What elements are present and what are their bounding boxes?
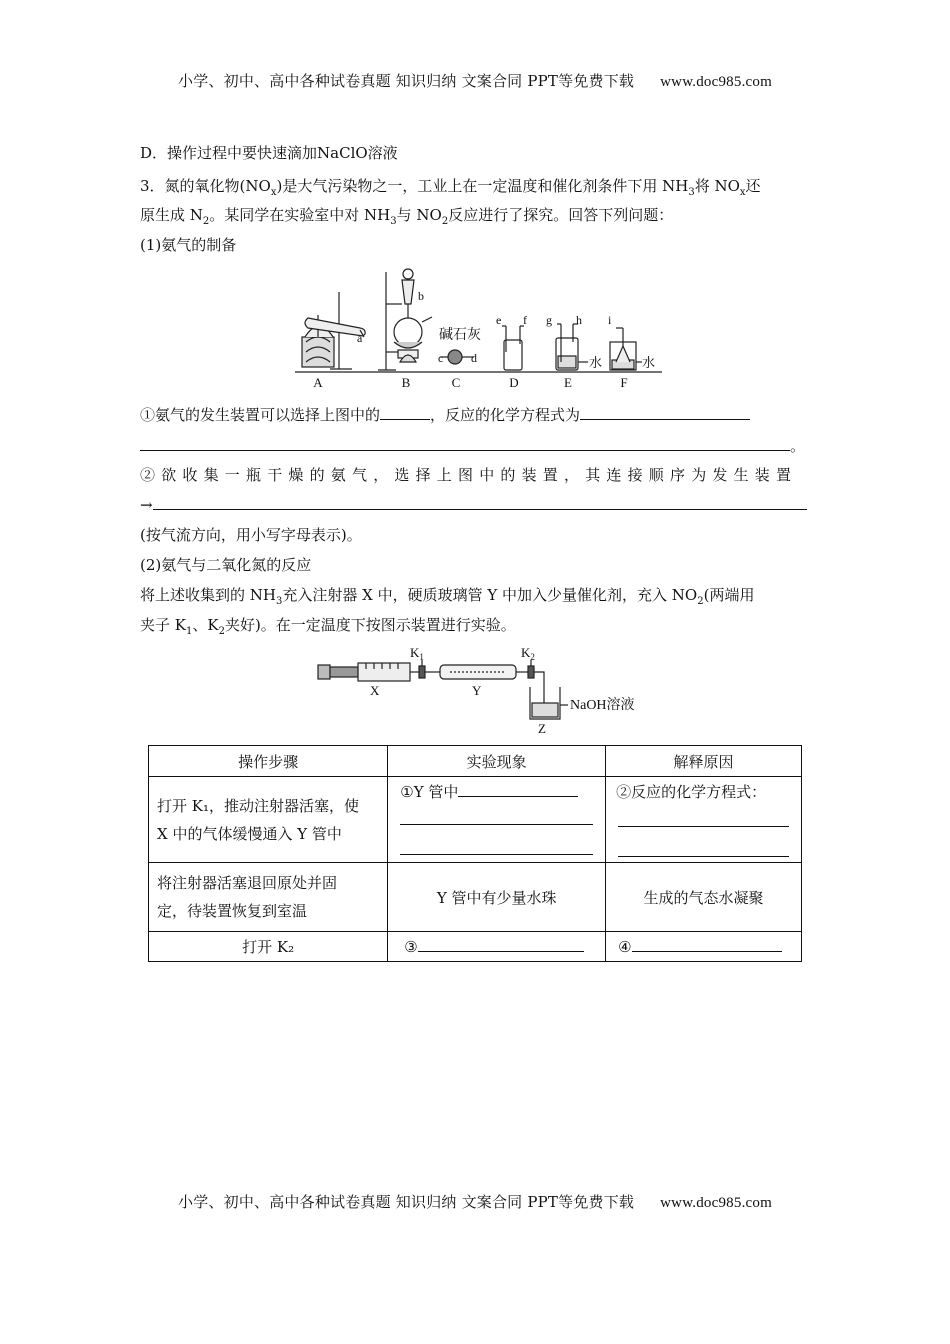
apparatus-figure-2 xyxy=(316,645,646,737)
apparatus-d xyxy=(502,326,524,370)
part2-line2: 夹子 $K_1$、$K_2$夹好)。在一定温度下按图示装置进行实验。 xyxy=(140,616,516,637)
sub-question-1: ①氨气的发生装置可以选择上图中的 ，反应的化学方程式为 xyxy=(140,405,750,425)
header-reason: 解释原因 xyxy=(606,746,802,777)
question-3-line1: 3．氮的氧化物$(NO_x)$是大气污染物之一，工业上在一定温度和催化剂条件下用 $NH_3$将 $NO_x$还 xyxy=(140,177,761,198)
page-header: 小学、初中、高中各种试卷真题 知识归纳 文案合同 PPT等免费下载 www.doc985.com xyxy=(178,72,772,90)
label-f: F xyxy=(620,375,628,390)
label-c: C xyxy=(451,375,461,390)
port-a: a xyxy=(357,331,363,345)
label-a: A xyxy=(313,375,323,390)
sub-question-1-continued: 。 xyxy=(140,436,805,456)
row3-reason: ④ xyxy=(606,932,802,962)
apparatus-b xyxy=(378,269,432,370)
answer-line[interactable] xyxy=(618,825,789,827)
answer-line[interactable] xyxy=(400,823,593,825)
row1-operation: 打开 K₁，推动注射器活塞，使 X 中的气体缓慢通入 Y 管中 xyxy=(157,796,359,843)
table-header-row xyxy=(149,746,802,777)
beaker-z xyxy=(530,672,568,719)
part1-title: (1)氨气的制备 xyxy=(140,236,237,254)
table-row xyxy=(149,863,802,932)
label-e: E xyxy=(564,375,572,390)
label-b: B xyxy=(401,375,411,390)
apparatus-e xyxy=(556,324,588,370)
row1-reason: ②反应的化学方程式： xyxy=(616,783,767,801)
table-row xyxy=(149,932,802,962)
part2-line1: 将上述收集到的 $NH_3$充入注射器 X 中，硬质玻璃管 Y 中加入少量催化剂，充入 $NO_2$(两端用 xyxy=(140,586,755,607)
port-e: e xyxy=(496,313,502,327)
naoh-solution-label: NaOH溶液 xyxy=(570,698,635,713)
answer-line[interactable] xyxy=(400,853,593,855)
clamp-k1 xyxy=(419,660,425,678)
row3-phenomenon: ③ xyxy=(388,932,606,962)
sub-question-2-answer: → xyxy=(140,495,807,515)
label-x: X xyxy=(370,683,380,698)
apparatus-c xyxy=(440,350,474,364)
apparatus-a xyxy=(302,292,365,369)
row3-operation: 打开 K₂ xyxy=(149,932,388,962)
water-label-e: 水 xyxy=(589,355,603,370)
sub-question-2-note: (按气流方向，用小写字母表示)。 xyxy=(140,526,362,544)
port-d: d xyxy=(471,351,477,365)
sub-question-2: ②欲收集一瓶干燥的氨气，选择上图中的装置，其连接顺序为发生装置 xyxy=(140,466,798,484)
syringe-x xyxy=(318,663,420,681)
answer-line[interactable] xyxy=(618,855,789,857)
apparatus-figure-1 xyxy=(290,262,670,394)
apparatus-f xyxy=(610,328,642,370)
page-footer: 小学、初中、高中各种试卷真题 知识归纳 文案合同 PPT等免费下载 www.doc985.com xyxy=(178,1193,772,1211)
label-z: Z xyxy=(538,721,546,736)
row2-phenomenon: Y 管中有少量水珠 xyxy=(388,863,606,932)
port-g: g xyxy=(546,313,552,327)
port-i: i xyxy=(608,313,612,327)
clamp-k2 xyxy=(528,660,534,678)
port-f: f xyxy=(523,313,527,327)
part2-title: (2)氨气与二氧化氮的反应 xyxy=(140,556,312,574)
label-y: Y xyxy=(472,683,482,698)
experiment-table xyxy=(148,745,802,962)
soda-lime-label: 碱石灰 xyxy=(439,328,481,343)
water-label-f: 水 xyxy=(642,355,656,370)
question-3-line2: 原生成 $N_2$。某同学在实验室中对 $NH_3$与 $NO_2$反应进行了探究。回答下列问题： xyxy=(140,206,674,227)
label-d: D xyxy=(509,375,519,390)
label-k2: $K_2$ xyxy=(521,645,535,662)
port-b: b xyxy=(418,289,424,303)
port-h: h xyxy=(576,313,582,327)
row1-phenomenon: ①Y 管中 xyxy=(388,777,605,803)
label-k1: $K_1$ xyxy=(410,645,424,662)
header-operation: 操作步骤 xyxy=(149,746,388,777)
table-row xyxy=(149,777,802,863)
tube-y xyxy=(425,665,528,679)
row2-operation: 将注射器活塞退回原处并固 定，待装置恢复到室温 xyxy=(157,874,338,920)
port-c: c xyxy=(438,351,444,365)
header-phenomenon: 实验现象 xyxy=(388,746,606,777)
row2-reason: 生成的气态水凝聚 xyxy=(606,863,802,932)
option-d: D．操作过程中要快速滴加NaClO溶液 xyxy=(140,144,398,162)
